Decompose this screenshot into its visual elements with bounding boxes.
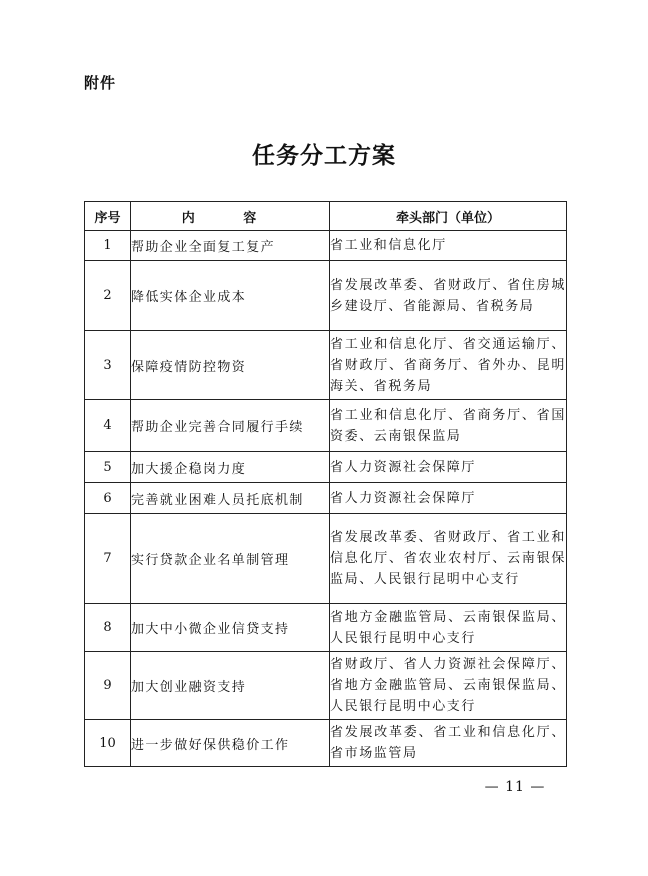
- row-number: 7: [85, 514, 131, 604]
- table-row: [85, 400, 567, 452]
- table-header-row: [85, 202, 567, 231]
- table-row: [85, 231, 567, 261]
- row-dept: 省工业和信息化厅、省交通运输厅、省财政厅、省商务厅、省外办、昆明海关、省税务局: [330, 331, 567, 400]
- row-number: 5: [85, 452, 131, 483]
- row-number: 9: [85, 652, 131, 720]
- row-dept: 省发展改革委、省工业和信息化厅、省市场监管局: [330, 720, 567, 767]
- row-dept: 省人力资源社会保障厅: [330, 483, 567, 514]
- row-content: 实行贷款企业名单制管理: [131, 514, 330, 604]
- row-number: 2: [85, 261, 131, 331]
- header-dept: 牵头部门（单位）: [330, 202, 567, 231]
- attachment-label: 附件: [84, 74, 117, 92]
- page-number: — 11 —: [484, 779, 546, 795]
- row-number: 3: [85, 331, 131, 400]
- row-content: 完善就业困难人员托底机制: [131, 483, 330, 514]
- task-table: [84, 201, 567, 767]
- table-row: [85, 452, 567, 483]
- row-content: 加大创业融资支持: [131, 652, 330, 720]
- table-row: [85, 261, 567, 331]
- table-row: [85, 604, 567, 652]
- row-content: 进一步做好保供稳价工作: [131, 720, 330, 767]
- table-row: [85, 331, 567, 400]
- row-content: 加大中小微企业信贷支持: [131, 604, 330, 652]
- row-number: 1: [85, 231, 131, 261]
- page-title: 任务分工方案: [252, 142, 396, 169]
- row-content: 帮助企业全面复工复产: [131, 231, 330, 261]
- row-content: 加大援企稳岗力度: [131, 452, 330, 483]
- row-content: 保障疫情防控物资: [131, 331, 330, 400]
- header-content-label: 内 容: [181, 210, 279, 226]
- row-dept: 省工业和信息化厅、省商务厅、省国资委、云南银保监局: [330, 400, 567, 452]
- row-dept: 省人力资源社会保障厅: [330, 452, 567, 483]
- row-dept: 省财政厅、省人力资源社会保障厅、省地方金融监管局、云南银保监局、人民银行昆明中心支行: [330, 652, 567, 720]
- header-seq: 序号: [85, 202, 131, 231]
- row-number: 10: [85, 720, 131, 767]
- table-row: [85, 720, 567, 767]
- row-dept: 省地方金融监管局、云南银保监局、人民银行昆明中心支行: [330, 604, 567, 652]
- row-number: 4: [85, 400, 131, 452]
- header-content: [131, 202, 330, 231]
- row-content: 帮助企业完善合同履行手续: [131, 400, 330, 452]
- table-row: [85, 652, 567, 720]
- row-dept: 省发展改革委、省财政厅、省工业和信息化厅、省农业农村厅、云南银保监局、人民银行昆明中心支行: [330, 514, 567, 604]
- row-dept: 省工业和信息化厅: [330, 231, 567, 261]
- row-number: 8: [85, 604, 131, 652]
- table-row: [85, 483, 567, 514]
- table-row: [85, 514, 567, 604]
- row-content: 降低实体企业成本: [131, 261, 330, 331]
- row-number: 6: [85, 483, 131, 514]
- row-dept: 省发展改革委、省财政厅、省住房城乡建设厅、省能源局、省税务局: [330, 261, 567, 331]
